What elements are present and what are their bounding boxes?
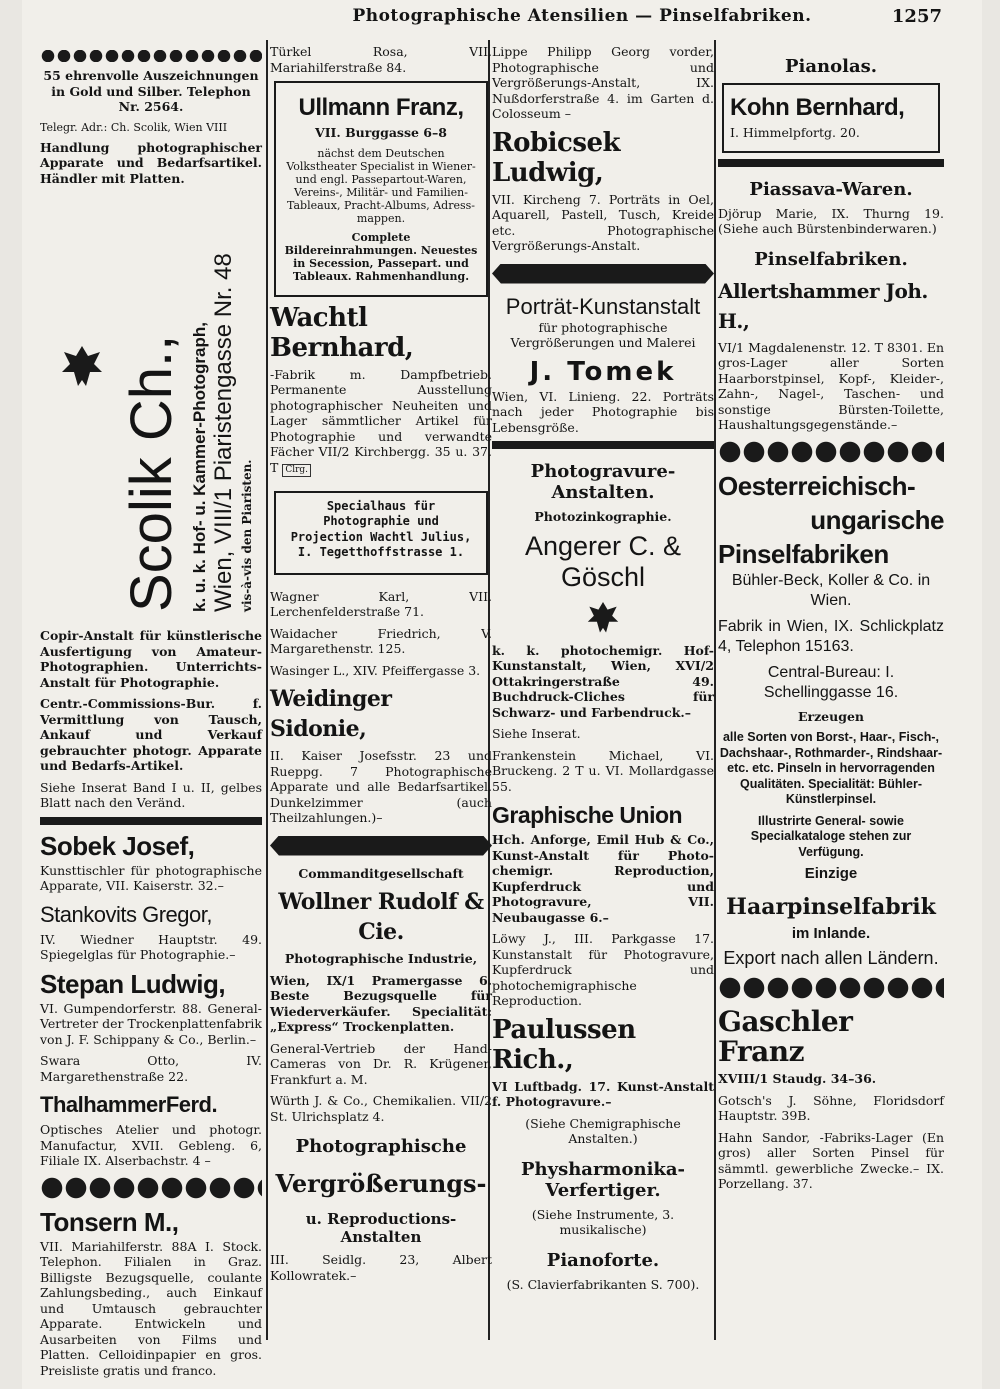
gotsch-text: Gotsch's J. Söhne, Floridsdorf Hauptstr. 39B. [718,1092,944,1123]
ullmann-text2: Complete Bildereinrahmungen. Neuestes in Secession, Passepart. und Tableaux. Rahmenhandlung. [284,230,478,283]
commission-text: Centr.-Commissions-Bur. f. Vermittlung von Tausch, Ankauf und Verkauf gebrauchter photogr. Apparate und Bedarfs-Artikel. [40,696,262,773]
thalhammer-name: ThalhammerFerd. [40,1092,218,1117]
lowy-text: Löwy J., III. Parkgasse 17. Kunstanstalt für Photogravure, Kupferdruck und photochemigraphische Reproduction. [492,931,714,1008]
kohn-address: I. Himmelpfortg. 20. [730,125,860,140]
seidl-text: III. Seidlg. 23, Albert Kollowratek.– [270,1252,492,1283]
sobek-name: Sobek Josef, [40,830,195,861]
clearing-badge: Clrg. [282,464,311,477]
stankovits-name: Stankovits Gregor, [40,901,212,927]
eagle-icon [60,342,104,392]
divider [40,817,262,825]
erzeugen-text: alle Sorten von Borst-, Haar-, Fisch-, Dachshaar-, Rothmarder-, Rindshaar- etc. etc. Pinseln in hervorragenden Qualitäten. Specialität: Bühler-Künstlerpinsel. [719,730,943,806]
tonsern-name: Tonsern M., [40,1206,179,1237]
ornament-divider [40,50,262,62]
portrat-title: Porträt-Kunstanstalt [505,293,701,319]
angerer-name: Angerer C. & Göschl [524,530,682,592]
photozink-heading: Photozinkographie. [534,509,672,524]
siehe-text: Siehe Inserat Band I u. II, gelbes Blatt nach den Veränd. [40,779,262,810]
scolik-vis: vis-à-vis den Piaristen. [240,459,254,612]
paulussen-name: Paulussen Rich., [492,1014,636,1075]
frankenstein-text: Frankenstein Michael, VI. Bruckeng. 2 T u. VI. Mollardgasse 55. [492,747,714,794]
fabrik-text: Fabrik in Wien, IX. Schlickplatz 4, Telephon 15163. [718,617,944,655]
allertshammer-text: VI/1 Magdalenenstr. 12. T 8301. En gros-Lager aller Sorten Haarborstpinsel, Kopf-, Kleider-, Zahn-, Nagel-, Taschen- und sonstige Bürsten-Toilette, Haushaltungsgegenstände.– [718,339,944,432]
ullmann-name: Ullmann Franz, [298,94,464,121]
kohn-advertisement [722,83,940,153]
banner-divider [270,836,492,856]
pinselfabriken-heading: Pinselfabriken. [754,248,908,270]
vergroesserungs-heading: Vergrößerungs- [275,1169,487,1198]
erzeugen-heading: Erzeugen [797,708,865,724]
tomek-text: Wien, VI. Linieng. 22. Porträts nach jeder Photographie bis Lebensgröße. [492,388,714,435]
weidinger-text: II. Kaiser Josefsstr. 23 und Rueppg. 7 Photographische Apparate und alle Bedarfsartikel. Dunkelzimmer (auch Theilzahlungen.)– [270,748,492,825]
paulussen-siehe: (Siehe Chemigraphische Anstalten.) [525,1115,681,1146]
eagle-icon [584,599,622,637]
wollner-name: Wollner Rudolf & Cie. [278,889,484,945]
gaschler-text: XVIII/1 Staudg. 34–36. [718,1071,877,1086]
illustr-text: Illustrirte General- sowie Specialkataloge stehen zur Verfügung. [750,813,912,859]
ornament-divider [718,977,944,999]
hahn-text: Hahn Sandor, -Fabriks-Lager (En gros) aller Sorten Pinsel für sämmtl. gewerbliche Zwecke.– IX. Porzellang. 37. [718,1129,944,1191]
tomek-name: J. Tomek [529,356,677,387]
scolik-title: k. u. k. Hof- u. Kammer-Photograph, [190,322,209,612]
lippe-text: Lippe Philipp Georg vorder, Photographische und Vergrößerungs-Anstalt, IX. Nußdorferstraße 4. im Garten d. Colosseum – [492,44,714,121]
general-text: General-Vertrieb der Hand-Cameras von Dr. R. Krügener, Frankfurt a. M. [270,1040,492,1087]
physharmonika-heading: Physharmonika-Verfertiger. [520,1158,686,1201]
paulussen-text: VI Luftbadg. 17. Kunst-Anstalt f. Photogravure.– [492,1078,714,1109]
stankovits-text: IV. Wiedner Hauptstr. 49. Spiegelglas für Photographie.– [40,931,262,962]
wasinger-text: Wasinger L., XIV. Pfeiffergasse 3. [270,662,481,678]
column-divider [266,40,268,1340]
angerer-text: k. k. photochemigr. Hof-Kunstanstalt, Wien, XVI/2 Ottakringerstraße 49. Buchdruck-Cliches für Schwarz- und Farbendruck.– [492,642,714,720]
waidacher-text: Waidacher Friedrich, V. Margarethenstr. 125. [270,625,492,656]
column-1 [40,44,262,1384]
oester-line1: Oesterreichisch- [718,470,916,501]
ullmann-text: nächst dem Deutschen Volkstheater Specialist in Wiener- und engl. Passepartout-Waren, Vereins-, Militär- und Familien-Tableaux, Pracht-Albums, Adress-mappen. [286,146,476,225]
robicsek-name: Robicsek Ludwig, [492,127,621,188]
commandit-text: Commanditgesellschaft [298,865,464,881]
photogravure-heading: Photogravure-Anstalten. [530,461,676,503]
column-4 [718,44,944,1198]
page-header: Photographische Atensilien — Pinselfabriken. [352,6,812,26]
page-number: 1257 [891,6,942,27]
piassava-heading: Piassava-Waren. [749,178,913,200]
kohn-name: Kohn Bernhard, [730,94,905,121]
weidinger-name: Weidinger Sidonie, [270,686,392,742]
robicsek-text: VII. Kircheng 7. Porträts in Oel, Aquarell, Pastell, Tusch, Kreide etc. Photographische Vergrößerungs-Anstalt. [492,191,714,253]
wurth-text: Würth J. & Co., Chemikalien. VII/2 St. Ulrichsplatz 4. [270,1093,492,1124]
thalhammer-text: Optisches Atelier und photogr. Manufactur, XVII. Gebleng. 6, Filiale IX. Alserbachstr. 4 – [40,1122,262,1168]
divider [718,159,944,167]
banner-divider [492,264,714,284]
photographische-heading: Photographische [295,1136,467,1157]
ullmann-address: VII. Burggasse 6–8 [315,125,447,140]
tonsern-text: VII. Mariahilferstr. 88A I. Stock. Telephon. Filialen in Graz. Billigste Bezugsquelle, coulante Zahlungsbeding., auch Einkauf und Umtausch gebrauchter Apparate. Entwickeln und Ausarbeiten von Films und Platten. Celloidinpapier en gros. Preisliste gratis und franco. [40,1238,262,1378]
central-text: Central-Bureau: I. Schellinggasse 16. [763,663,899,701]
newspaper-page [22,0,982,1389]
buhler-text: Bühler-Beck, Koller & Co. in Wien. [731,571,931,609]
ornament-divider [718,441,944,463]
copir-text: Copir-Anstalt für künstlerische Ausfertigung von Amateur-Photographien. Unterrichts-Anstalt für Photographie. [40,628,262,690]
scolik-name: Scolik Ch., [119,334,184,612]
specialhaus-text: Specialhaus für Photographie und Projection Wachtl Julius, I. Tegetthoffstrasse 1. [290,498,472,559]
einzige-text: Einzige [804,865,858,882]
physharmonika-text: (Siehe Instrumente, 3. musikalische) [531,1206,675,1237]
ullmann-advertisement [274,81,488,297]
stepan-text: VI. Gumpendorferstr. 88. General-Vertreter der Trockenplattenfabrik von J. F. Schippany & Co., Berlin.– [40,1000,262,1047]
awards-text: 55 ehrenvolle Auszeichnungen in Gold und Silber. Telephon Nr. 2564. [43,68,259,114]
oester-line3: Pinselfabriken [718,538,889,569]
graphische-name: Graphische Union [492,802,683,828]
pianoforte-heading: Pianoforte. [546,1249,660,1271]
scolik-advertisement [40,192,262,622]
specialhaus-advertisement [274,491,488,575]
telegram-address: Telegr. Adr.: Ch. Scolik, Wien VIII [40,120,228,134]
scolik-address: Wien, VIII/1 Piaristengasse Nr. 48 [210,253,237,612]
column-3 [492,44,714,1298]
wachtl-name: Wachtl Bernhard, [270,302,414,363]
wollner-sub: Photographische Industrie, [284,951,478,966]
swara-text: Swara Otto, IV. Margarethenstraße 22. [40,1053,262,1084]
export-text: Export nach allen Ländern. [723,948,939,968]
portrat-text: für photographische Vergrößerungen und Malerei [510,319,696,350]
wachtl-text [270,367,492,477]
sobek-text: Kunsttischler für photographische Apparate, VII. Kaiserstr. 32.– [40,862,262,893]
ornament-divider [40,1177,262,1199]
handlung-text: Handlung photographischer Apparate und Bedarfsartikel. Händler mit Platten. [40,139,262,186]
turkel-text: Türkel Rosa, VII. Mariahilferstraße 84. [270,44,492,75]
haarpinsel-heading: Haarpinselfabrik [726,893,936,920]
oester-line2: ungarische [810,504,944,535]
djorup-text: Djörup Marie, IX. Thurng 19. (Siehe auch Bürstenbinderwaren.) [718,205,944,236]
reproductions-heading: u. Reproductions-Anstalten [305,1210,457,1246]
allertshammer-name: Allertshammer Joh. H., [718,278,928,333]
column-2 [270,44,492,1289]
angerer-siehe: Siehe Inserat. [492,726,581,741]
wollner-text: Wien, IX/1 Pramergasse 6. Beste Bezugsquelle für Wiederverkäufer. Specialität: „Express“ Trockenplatten. [270,972,492,1034]
graphische-text: Hch. Anforge, Emil Hub & Co., Kunst-Anstalt für Photo-chemigr. Reproduction, Kupferdruck und Photogravure, VII. Neubaugasse 6.– [492,832,714,925]
wagner-text: Wagner Karl, VII. Lerchenfelderstraße 71. [270,588,492,619]
wachtl-body: -Fabrik m. Dampfbetrieb. Permanente Ausstellung photographischer Neuheiten und Lager sämmtlicher Artikel für Photographie und verwandte Fächer VII/2 Kirchbergg. 35 u. 37. T [270,366,492,475]
pianoforte-text: (S. Clavierfabrikanten S. 700). [506,1276,700,1292]
inlande-text: im Inlande. [791,924,871,942]
gaschler-name: Gaschler Franz [718,1005,853,1068]
pianolas-heading: Pianolas. [784,56,878,77]
column-divider [714,40,716,1340]
divider [492,441,714,449]
stepan-name: Stepan Ludwig, [40,968,226,999]
